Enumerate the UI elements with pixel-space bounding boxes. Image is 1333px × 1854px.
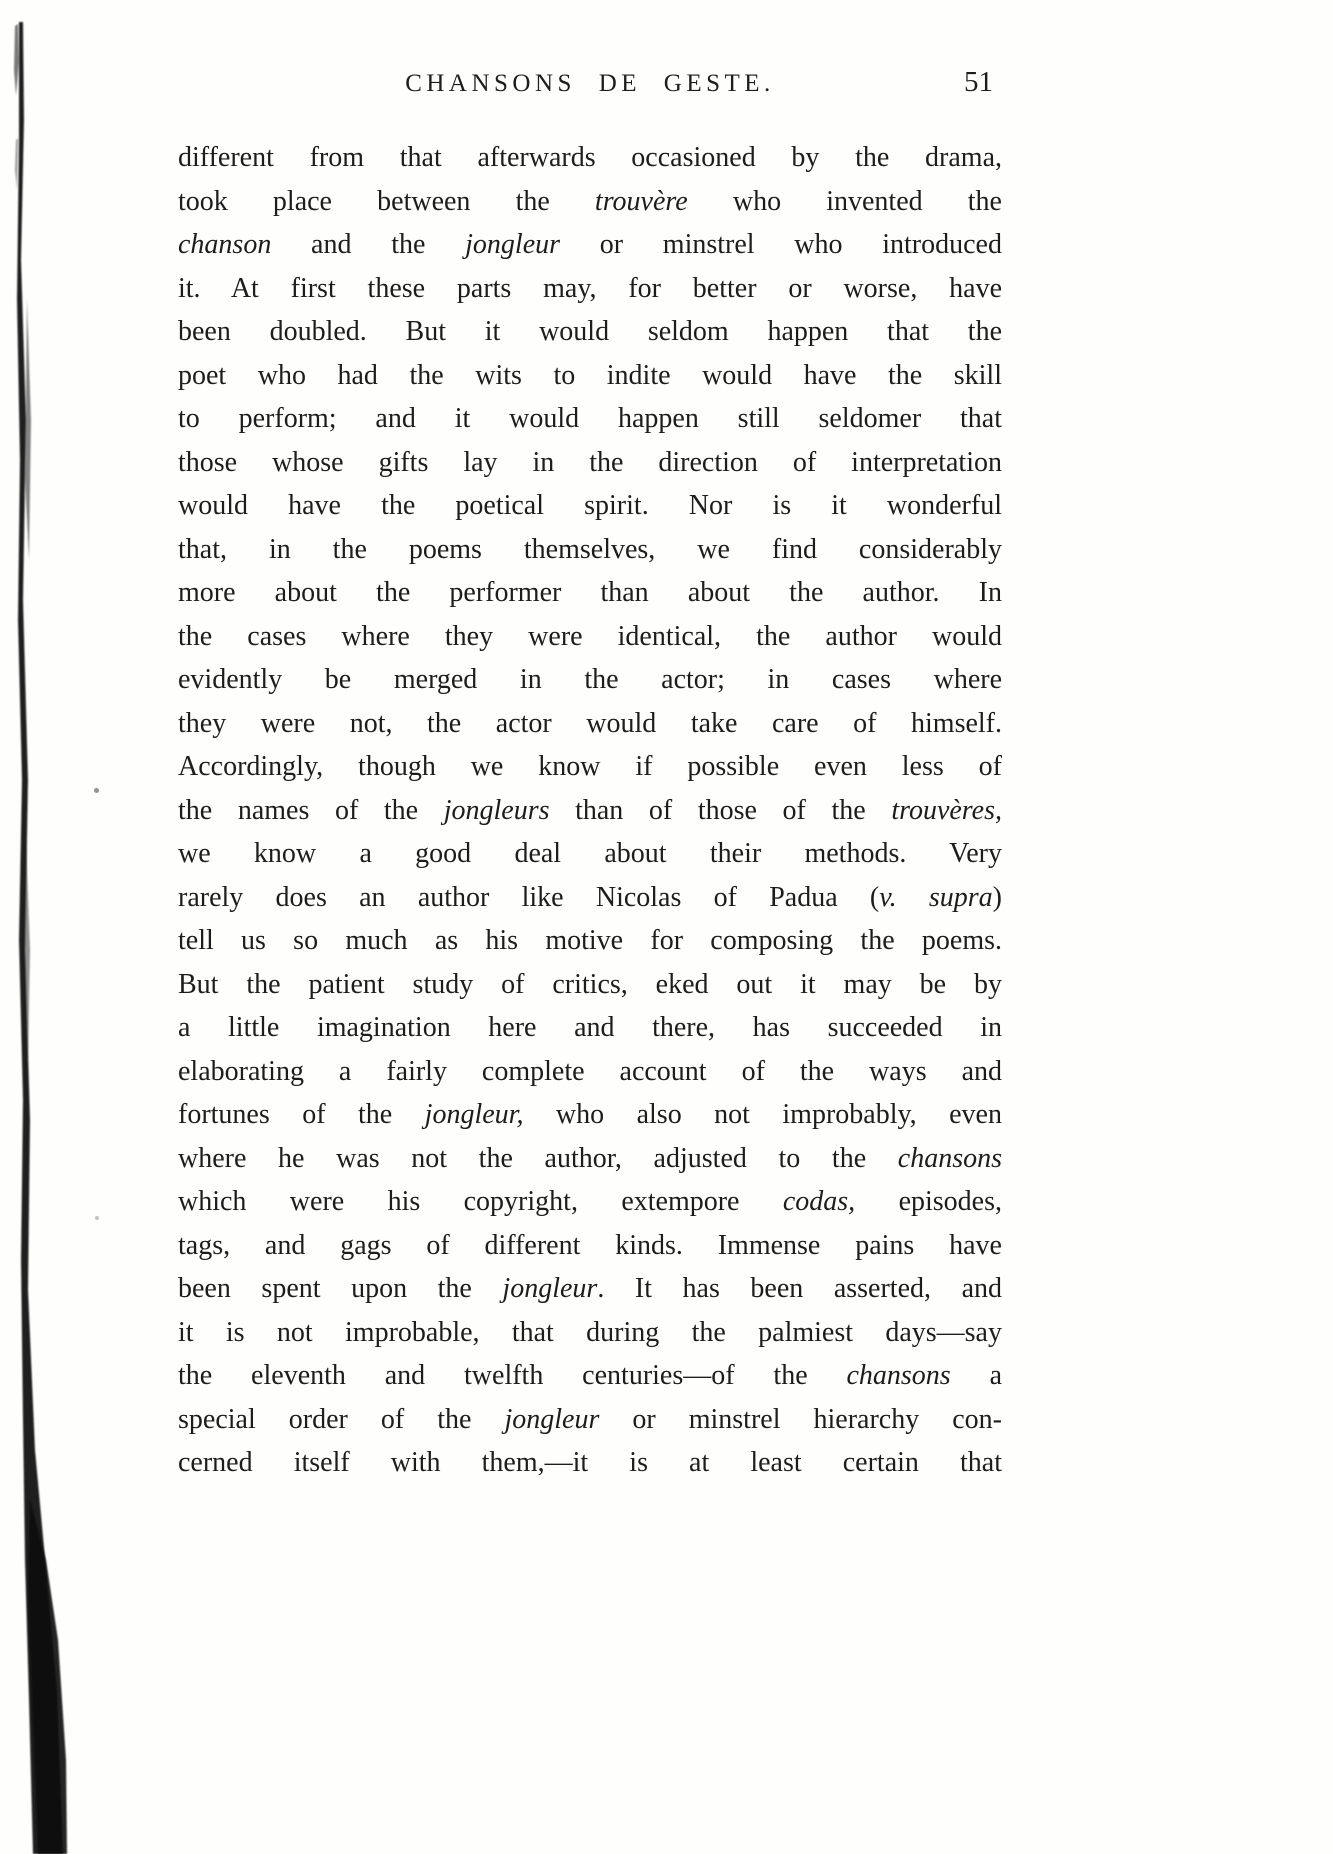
text-segment: episodes, — [855, 1186, 1002, 1217]
text-segment: they were not, the actor would take care of himself. — [178, 707, 1002, 739]
text-segment: rarely does an author like Nicolas of Padua ( — [178, 881, 880, 913]
text-line — [178, 484, 1002, 528]
italic-term: jongleurs — [443, 794, 550, 826]
running-head: CHANSONS DE GESTE. — [405, 70, 775, 97]
text-line — [178, 658, 1002, 702]
text-segment: it is not improbable, that during the palmiest days—say — [178, 1316, 1002, 1348]
text-line — [178, 1224, 1002, 1268]
text-segment: poet who had the wits to indite would have the skill — [178, 359, 1002, 391]
text-segment: ) — [992, 881, 1002, 913]
text-segment: But the patient study of critics, eked out it may be by — [178, 968, 1002, 1000]
text-segment: a — [950, 1360, 1002, 1391]
text-segment: been spent upon the — [178, 1273, 503, 1304]
text-line — [178, 876, 1002, 920]
text-segment: those whose gifts lay in the direction of interpretation — [178, 446, 1002, 478]
text-segment: than of those of the — [549, 794, 892, 826]
text-line — [178, 1137, 1002, 1181]
text-line — [178, 397, 1002, 441]
text-line — [178, 832, 1002, 876]
text-line — [178, 310, 1002, 354]
text-segment: cerned itself with them,—it is at least certain that — [178, 1447, 1002, 1478]
text-segment: different from that afterwards occasioned by the drama, — [178, 142, 1002, 173]
italic-term: jongleur, — [424, 1099, 524, 1130]
text-line — [178, 1006, 1002, 1050]
text-segment: or minstrel who introduced — [560, 229, 1002, 260]
text-line — [178, 919, 1002, 963]
italic-term: jongleur — [504, 1403, 600, 1435]
text-line — [178, 1180, 1002, 1224]
text-line — [178, 1354, 1002, 1398]
text-segment: special order of the — [178, 1403, 505, 1435]
text-segment: that, in the poems themselves, we find considerably — [178, 533, 1002, 565]
text-line — [178, 441, 1002, 485]
text-segment: elaborating a fairly complete account of the ways and — [178, 1055, 1002, 1087]
italic-term: chansons — [846, 1360, 951, 1391]
text-line — [178, 528, 1002, 572]
text-segment: tags, and gags of different kinds. Immense pains have — [178, 1229, 1002, 1261]
text-segment: took place between the — [178, 185, 595, 217]
text-line — [178, 571, 1002, 615]
text-segment: which were his copyright, extempore — [178, 1186, 783, 1217]
text-line — [178, 136, 1002, 180]
text-segment: where he was not the author, adjusted to the — [178, 1142, 898, 1174]
text-line — [178, 180, 1002, 224]
italic-term: codas, — [782, 1186, 856, 1217]
text-segment: who also not improbably, even — [523, 1099, 1002, 1130]
text-line — [178, 1311, 1002, 1355]
text-segment: evidently be merged in the actor; in cases where — [178, 664, 1002, 695]
text-line — [178, 745, 1002, 789]
text-segment: and the — [271, 229, 466, 260]
text-segment: the eleventh and twelfth centuries—of the — [178, 1360, 847, 1391]
text-line — [178, 789, 1002, 833]
ink-speck — [95, 1216, 99, 1220]
text-segment: or minstrel hierarchy con- — [599, 1403, 1002, 1435]
text-segment: tell us so much as his motive for composing the poems. — [178, 925, 1002, 956]
text-line — [178, 1398, 1002, 1442]
page-number: 51 — [964, 66, 993, 98]
text-segment: fortunes of the — [178, 1099, 425, 1130]
text-line — [178, 1267, 1002, 1311]
text-segment: . It has been asserted, and — [597, 1273, 1002, 1304]
text-segment: been doubled. But it would seldom happen that the — [178, 316, 1002, 347]
text-line — [178, 702, 1002, 746]
text-line — [178, 267, 1002, 311]
text-segment: would have the poetical spirit. Nor is it wonderful — [178, 490, 1002, 521]
text-segment: it. At first these parts may, for better or worse, have — [178, 272, 1002, 304]
ink-speck — [94, 788, 99, 793]
text-segment: the names of the — [178, 794, 444, 826]
text-line — [178, 963, 1002, 1007]
text-line — [178, 354, 1002, 398]
italic-term: jongleur — [502, 1273, 598, 1304]
text-segment: who invented the — [687, 185, 1002, 217]
text-segment: Accordingly, though we know if possible even less of — [178, 751, 1002, 782]
italic-term: v. supra — [879, 881, 993, 913]
binding-shadow-artifact — [0, 0, 95, 1854]
italic-term: chansons — [897, 1142, 1002, 1174]
text-line — [178, 1441, 1002, 1485]
italic-term: chanson — [178, 229, 272, 260]
body-text — [178, 136, 1002, 1485]
text-line — [178, 1050, 1002, 1094]
text-line — [178, 615, 1002, 659]
italic-term: trouvères, — [891, 794, 1002, 826]
text-segment: we know a good deal about their methods. Very — [178, 838, 1002, 869]
text-segment: more about the performer than about the author. In — [178, 577, 1002, 608]
italic-term: jongleur — [465, 229, 561, 260]
text-segment: a little imagination here and there, has succeeded in — [178, 1012, 1002, 1043]
text-segment: the cases where they were identical, the author would — [178, 620, 1002, 652]
text-segment: to perform; and it would happen still seldomer that — [178, 403, 1002, 434]
text-line — [178, 1093, 1002, 1137]
text-line — [178, 223, 1002, 267]
italic-term: trouvère — [594, 185, 688, 217]
